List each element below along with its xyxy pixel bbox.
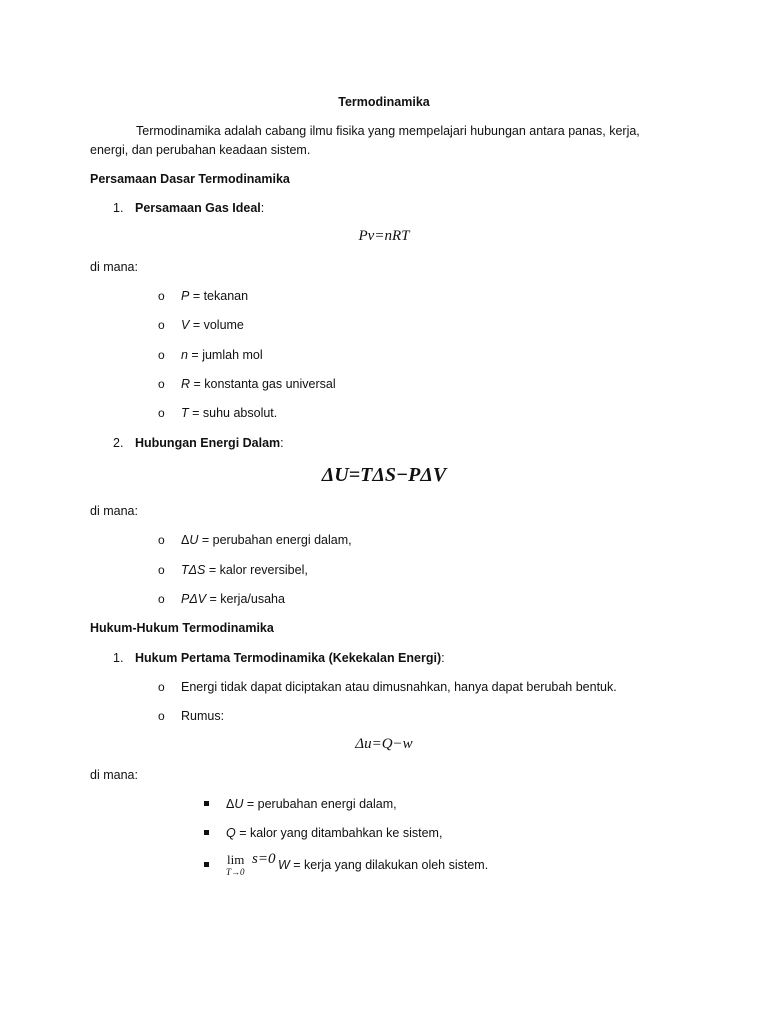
- section-heading-hukum: Hukum-Hukum Termodinamika: [90, 621, 274, 635]
- item-label: Hubungan Energi Dalam: [135, 436, 281, 450]
- bullet-marker: o: [158, 377, 165, 391]
- item-colon: :: [441, 651, 445, 665]
- document-title: Termodinamika: [338, 95, 430, 109]
- list-item: R = konstanta gas universal: [181, 377, 336, 391]
- list-item: ΔU = perubahan energi dalam,: [226, 797, 397, 811]
- bullet-marker: o: [158, 680, 165, 694]
- dimana-label-1: di mana:: [90, 260, 138, 274]
- lim-subscript: T→0: [226, 867, 245, 877]
- lim-operator: lim: [227, 852, 245, 867]
- list-item: Rumus:: [181, 709, 225, 723]
- item-label: Persamaan Gas Ideal: [135, 201, 261, 215]
- item-persamaan-gas-ideal: [135, 201, 264, 215]
- list-item: Q = kalor yang ditambahkan ke sistem,: [226, 826, 443, 840]
- item-hubungan-energi-dalam: [135, 436, 284, 450]
- formula-energi-dalam: ΔU=TΔS−PΔV: [321, 464, 447, 486]
- list-item: PΔV = kerja/usaha: [181, 592, 285, 606]
- bullet-marker: o: [158, 709, 165, 723]
- bullet-marker: o: [158, 289, 165, 303]
- list-number-2: 2.: [113, 436, 124, 450]
- list-item: P = tekanan: [181, 289, 249, 303]
- list-item-lim: [226, 852, 626, 882]
- intro-line-1: Termodinamika adalah cabang ilmu fisika yang mempelajari hubungan antara panas, kerja,: [136, 124, 640, 138]
- item-colon: :: [260, 201, 265, 215]
- list-item: TΔS = kalor reversibel,: [181, 563, 308, 577]
- dimana-label-2: di mana:: [90, 504, 138, 518]
- list-item: Energi tidak dapat diciptakan atau dimusnahkan, hanya dapat berubah bentuk.: [181, 680, 617, 694]
- section-heading-persamaan-dasar: Persamaan Dasar Termodinamika: [90, 172, 290, 186]
- square-bullet-icon: [204, 801, 209, 806]
- list-number-1: 1.: [113, 651, 124, 665]
- lim-item-text: W = kerja yang dilakukan oleh sistem.: [278, 858, 489, 872]
- item-label: Hukum Pertama Termodinamika (Kekekalan Energi): [135, 651, 442, 665]
- intro-line-2: energi, dan perubahan keadaan sistem.: [90, 143, 311, 157]
- list-item: ΔU = perubahan energi dalam,: [181, 533, 352, 547]
- formula-hukum-pertama: Δu=Q−w: [355, 736, 413, 752]
- item-colon: :: [280, 436, 284, 450]
- bullet-marker: o: [158, 533, 165, 547]
- bullet-marker: o: [158, 406, 165, 420]
- bullet-marker: o: [158, 592, 165, 606]
- list-item: V = volume: [181, 318, 244, 332]
- formula-gas-ideal: Pv=nRT: [358, 228, 410, 244]
- lim-expression: s=0: [252, 851, 276, 867]
- square-bullet-icon: [204, 862, 209, 867]
- bullet-marker: o: [158, 563, 165, 577]
- list-item: n = jumlah mol: [181, 348, 263, 362]
- bullet-marker: o: [158, 318, 165, 332]
- dimana-label-3: di mana:: [90, 768, 138, 782]
- bullet-marker: o: [158, 348, 165, 362]
- item-hukum-pertama: [135, 651, 445, 665]
- list-item: T = suhu absolut.: [181, 406, 278, 420]
- list-number-1: 1.: [113, 201, 124, 215]
- square-bullet-icon: [204, 830, 209, 835]
